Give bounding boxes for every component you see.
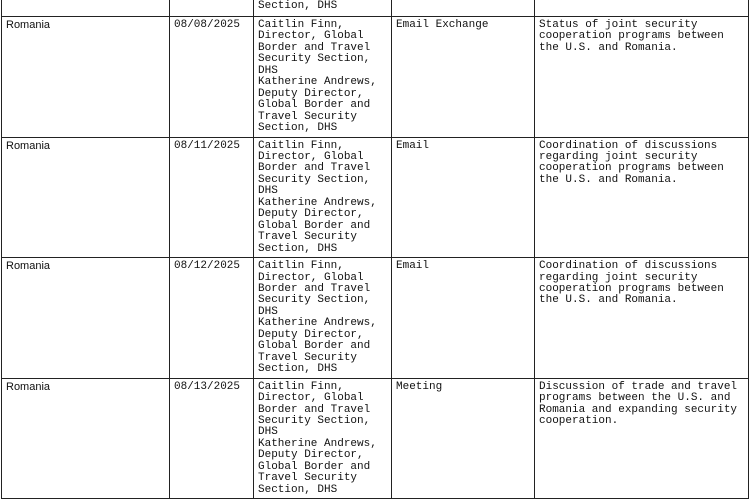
table-row <box>2 378 749 499</box>
country-cell: Romania <box>2 258 170 379</box>
type-cell: Meeting <box>392 378 535 499</box>
date-cell: 08/12/2025 <box>170 258 254 379</box>
date-cell: 08/13/2025 <box>170 378 254 499</box>
date-cell: 08/08/2025 <box>170 17 254 138</box>
type-cell <box>392 0 535 17</box>
date-cell: 08/11/2025 <box>170 137 254 258</box>
contacts-table <box>1 0 749 499</box>
table-row <box>2 0 749 17</box>
date-cell <box>170 0 254 17</box>
type-cell: Email Exchange <box>392 17 535 138</box>
participants-cell: Caitlin Finn, Director, Global Border and Travel Security Section, DHS Katherine Andrews, Deputy Director, Global Border and Travel Security Section, DHS <box>254 137 392 258</box>
participants-cell: Section, DHS <box>254 0 392 17</box>
country-cell: Romania <box>2 17 170 138</box>
description-cell: Status of joint security cooperation programs between the U.S. and Romania. <box>535 17 749 138</box>
participants-cell: Caitlin Finn, Director, Global Border and Travel Security Section, DHS Katherine Andrews, Deputy Director, Global Border and Travel Security Section, DHS <box>254 258 392 379</box>
type-cell: Email <box>392 258 535 379</box>
country-cell: Romania <box>2 378 170 499</box>
description-cell: Discussion of trade and travel programs between the U.S. and Romania and expanding security cooperation. <box>535 378 749 499</box>
participants-cell: Caitlin Finn, Director, Global Border and Travel Security Section, DHS Katherine Andrews, Deputy Director, Global Border and Travel Security Section, DHS <box>254 378 392 499</box>
country-cell <box>2 0 170 17</box>
country-cell: Romania <box>2 137 170 258</box>
description-cell <box>535 0 749 17</box>
participants-cell: Caitlin Finn, Director, Global Border and Travel Security Section, DHS Katherine Andrews, Deputy Director, Global Border and Travel Security Section, DHS <box>254 17 392 138</box>
type-cell: Email <box>392 137 535 258</box>
table-row <box>2 17 749 138</box>
table-row <box>2 258 749 379</box>
table-row <box>2 137 749 258</box>
description-cell: Coordination of discussions regarding joint security cooperation programs between the U.S. and Romania. <box>535 137 749 258</box>
description-cell: Coordination of discussions regarding joint security cooperation programs between the U.S. and Romania. <box>535 258 749 379</box>
